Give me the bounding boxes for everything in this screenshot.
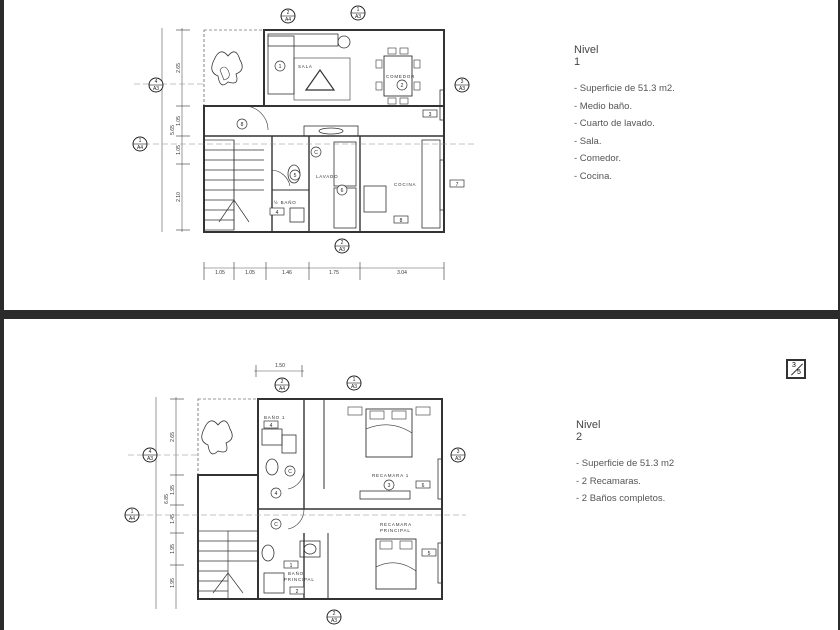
svg-text:2: 2 [286, 10, 290, 16]
section-marker-4-a3 [149, 78, 163, 92]
svg-text:A3: A3 [146, 456, 154, 462]
dim-left-1: 2.65 [170, 432, 176, 442]
level-1-floor-plan [4, 0, 564, 310]
dim-left-3: 6.85 [164, 494, 170, 504]
svg-text:A3: A3 [454, 456, 462, 462]
room-label-sala: SALA [298, 64, 313, 69]
section-marker-1-a3-top [351, 6, 365, 20]
level-2-panel [4, 319, 838, 630]
room-label-recamara-principal-1: RECAMARA [380, 522, 412, 527]
dim-left-2: 1.05 [176, 116, 182, 126]
tag-6: 6 [421, 483, 425, 489]
room-label-cocina: COCINA [394, 182, 417, 187]
tag-2: 2 [400, 83, 404, 89]
svg-text:A4: A4 [128, 516, 136, 522]
svg-text:1: 1 [352, 377, 356, 383]
page-current: 3 [792, 362, 796, 369]
tag-2: 2 [295, 589, 299, 595]
dim-top: 1.50 [275, 363, 285, 369]
tag-5: 5 [293, 173, 297, 179]
svg-text:A3: A3 [330, 618, 338, 624]
svg-text:C: C [274, 522, 278, 528]
level-2-title: Nivel 2 [576, 419, 601, 443]
tag-c: C [314, 150, 318, 156]
room-label-medio-bano: ½ BAÑO [274, 200, 297, 205]
svg-text:A4: A4 [278, 386, 286, 392]
room-label-recamara-1: RECAMARA 1 [372, 473, 410, 478]
feature-item: - Superficie de 51.3 m2 [576, 458, 675, 469]
tag-1: 1 [278, 64, 282, 70]
feature-item: - 2 Recamaras. [576, 475, 641, 487]
svg-text:2: 2 [340, 240, 344, 246]
dim-left-4: 1.45 [170, 514, 176, 524]
svg-text:4: 4 [154, 79, 158, 85]
feature-item: - 2 Baños completos. [576, 493, 666, 504]
feature-item: - Cocina. [574, 170, 613, 182]
svg-text:A3: A3 [354, 14, 362, 20]
section-marker-1-a4 [125, 508, 139, 522]
section-marker-4-a3 [143, 448, 157, 462]
svg-text:3: 3 [460, 79, 464, 85]
level-1-title: Nivel 1 [574, 44, 599, 68]
dim-left-1: 2.65 [176, 63, 182, 73]
tag-5: 5 [427, 551, 431, 557]
tag-8: 8 [399, 218, 403, 224]
tag-6: 6 [340, 188, 344, 194]
level-2-floor-plan [4, 319, 564, 630]
dim-bottom-2: 1.05 [245, 270, 255, 276]
dim-left-6: 1.95 [170, 578, 176, 588]
svg-text:A3: A3 [458, 86, 466, 92]
room-label-lavado: LAVADO [316, 174, 339, 179]
dim-left-2: 1.95 [170, 485, 176, 495]
section-marker-2-a4 [275, 378, 289, 392]
room-label-bano-1: BAÑO 1 [264, 415, 286, 420]
feature-item: - Sala. [574, 135, 602, 147]
dim-left-5: 1.95 [170, 544, 176, 554]
level-1-features [574, 80, 774, 185]
dim-bottom-1: 1.05 [215, 270, 225, 276]
svg-text:1: 1 [356, 7, 360, 13]
svg-text:8: 8 [240, 122, 244, 128]
section-marker-3-a3 [455, 78, 469, 92]
dim-bottom-3: 1.46 [282, 270, 292, 276]
tag-4: 4 [269, 423, 273, 429]
feature-item: - Comedor. [574, 153, 621, 164]
svg-text:1: 1 [130, 509, 134, 515]
feature-item: - Medio baño. [574, 100, 633, 112]
dim-bottom-5: 3.04 [397, 270, 407, 276]
svg-text:4: 4 [148, 449, 152, 455]
level-2-features [576, 455, 776, 508]
svg-text:A3: A3 [152, 86, 160, 92]
svg-text:2: 2 [332, 611, 336, 617]
room-label-recamara-principal-2: PRINCIPAL [380, 528, 411, 533]
dim-left-4: 1.05 [176, 145, 182, 155]
room-label-comedor: COMEDOR [386, 74, 416, 79]
svg-text:4: 4 [274, 491, 278, 497]
section-marker-2-a3 [335, 239, 349, 253]
svg-text:A3: A3 [338, 247, 346, 253]
tag-7: 7 [455, 182, 459, 188]
tag-4: 4 [275, 210, 279, 216]
room-label-bano-principal-2: PRINCIPAL [284, 577, 315, 582]
svg-text:2: 2 [280, 379, 284, 385]
section-marker-1-a3-top [347, 376, 361, 390]
svg-text:A3: A3 [350, 384, 358, 390]
dim-left-3: 5.65 [170, 125, 176, 135]
svg-text:3: 3 [456, 449, 460, 455]
svg-text:1: 1 [138, 138, 142, 144]
tag-1: 1 [289, 563, 293, 569]
section-marker-1-a4 [133, 137, 147, 151]
tag-3: 3 [428, 112, 432, 118]
page-indicator [786, 359, 806, 379]
feature-item: - Cuarto de lavado. [574, 118, 655, 129]
svg-text:A4: A4 [136, 145, 144, 151]
section-marker-3-a3 [451, 448, 465, 462]
room-label-bano-principal-1: BAÑO [288, 571, 304, 576]
dim-left-5: 2.10 [176, 192, 182, 202]
feature-item: - Superficie de 51.3 m2. [574, 83, 675, 94]
section-marker-2-a4 [281, 9, 295, 23]
page-total: 5 [797, 369, 801, 376]
level-1-panel [4, 0, 838, 310]
svg-text:A4: A4 [284, 17, 292, 23]
tag-c: C [288, 469, 292, 475]
dim-bottom-4: 1.75 [329, 270, 339, 276]
section-marker-2-a3 [327, 610, 341, 624]
tag-3: 3 [387, 483, 391, 489]
